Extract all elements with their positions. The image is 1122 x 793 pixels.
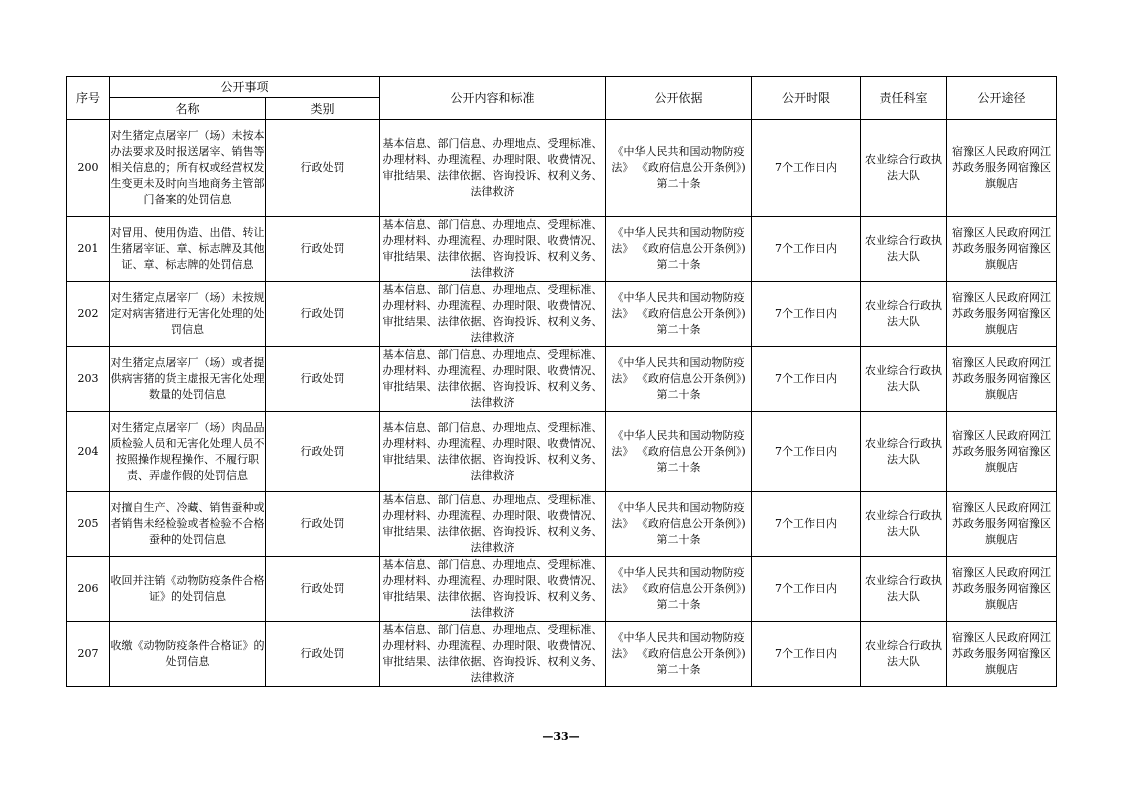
- page-number: —33—: [542, 730, 580, 743]
- table-row: [67, 120, 1057, 217]
- item-period: 7个工作日内: [752, 120, 861, 217]
- item-channel: 宿豫区人民政府网江苏政务服务网宿豫区旗舰店: [947, 412, 1057, 492]
- item-period: 7个工作日内: [752, 347, 861, 412]
- row-number: 201: [67, 217, 110, 282]
- item-period: 7个工作日内: [752, 622, 861, 687]
- item-office: 农业综合行政执法大队: [861, 282, 947, 347]
- item-content: 基本信息、部门信息、办理地点、受理标准、办理材料、办理流程、办理时限、收费情况、审批结果、法律依据、咨询投诉、权利义务、法律救济: [380, 557, 606, 622]
- row-number: 204: [67, 412, 110, 492]
- item-office: 农业综合行政执法大队: [861, 622, 947, 687]
- item-content: 基本信息、部门信息、办理地点、受理标准、办理材料、办理流程、办理时限、收费情况、审批结果、法律依据、咨询投诉、权利义务、法律救济: [380, 492, 606, 557]
- header-content: 公开内容和标准: [380, 77, 606, 120]
- table-row: [67, 347, 1057, 412]
- item-channel: 宿豫区人民政府网江苏政务服务网宿豫区旗舰店: [947, 492, 1057, 557]
- item-name: 对冒用、使用伪造、出借、转让生猪屠宰证、章、标志牌及其他证、章、标志牌的处罚信息: [110, 217, 266, 282]
- item-category: 行政处罚: [266, 557, 380, 622]
- item-category: 行政处罚: [266, 217, 380, 282]
- row-number: 203: [67, 347, 110, 412]
- header-channel: 公开途径: [947, 77, 1057, 120]
- item-period: 7个工作日内: [752, 492, 861, 557]
- item-office: 农业综合行政执法大队: [861, 347, 947, 412]
- row-number: 206: [67, 557, 110, 622]
- table-row: [67, 282, 1057, 347]
- item-channel: 宿豫区人民政府网江苏政务服务网宿豫区旗舰店: [947, 347, 1057, 412]
- item-channel: 宿豫区人民政府网江苏政务服务网宿豫区旗舰店: [947, 120, 1057, 217]
- item-category: 行政处罚: [266, 282, 380, 347]
- item-name: 收回并注销《动物防疫条件合格证》的处罚信息: [110, 557, 266, 622]
- item-channel: 宿豫区人民政府网江苏政务服务网宿豫区旗舰店: [947, 217, 1057, 282]
- item-name: 对生猪定点屠宰厂（场）或者提供病害猪的货主虚报无害化处理数量的处罚信息: [110, 347, 266, 412]
- item-basis: 《中华人民共和国动物防疫法》 《政府信息公开条例》)第二十条: [606, 120, 752, 217]
- item-name: 对生猪定点屠宰厂（场）肉品品质检验人员和无害化处理人员不按照操作规程操作、不履行职责、弄虚作假的处罚信息: [110, 412, 266, 492]
- item-content: 基本信息、部门信息、办理地点、受理标准、办理材料、办理流程、办理时限、收费情况、审批结果、法律依据、咨询投诉、权利义务、法律救济: [380, 622, 606, 687]
- item-content: 基本信息、部门信息、办理地点、受理标准、办理材料、办理流程、办理时限、收费情况、审批结果、法律依据、咨询投诉、权利义务、法律救济: [380, 217, 606, 282]
- item-basis: 《中华人民共和国动物防疫法》 《政府信息公开条例》)第二十条: [606, 217, 752, 282]
- header-basis: 公开依据: [606, 77, 752, 120]
- item-name: 对生猪定点屠宰厂（场）未按规定对病害猪进行无害化处理的处罚信息: [110, 282, 266, 347]
- item-content: 基本信息、部门信息、办理地点、受理标准、办理材料、办理流程、办理时限、收费情况、审批结果、法律依据、咨询投诉、权利义务、法律救济: [380, 412, 606, 492]
- item-category: 行政处罚: [266, 412, 380, 492]
- item-name: 对生猪定点屠宰厂（场）未按本办法要求及时报送屠宰、销售等相关信息的；所有权或经营权发生变更未及时向当地商务主管部门备案的处罚信息: [110, 120, 266, 217]
- row-number: 200: [67, 120, 110, 217]
- item-content: 基本信息、部门信息、办理地点、受理标准、办理材料、办理流程、办理时限、收费情况、审批结果、法律依据、咨询投诉、权利义务、法律救济: [380, 282, 606, 347]
- item-content: 基本信息、部门信息、办理地点、受理标准、办理材料、办理流程、办理时限、收费情况、审批结果、法律依据、咨询投诉、权利义务、法律救济: [380, 120, 606, 217]
- item-category: 行政处罚: [266, 347, 380, 412]
- item-period: 7个工作日内: [752, 557, 861, 622]
- item-category: 行政处罚: [266, 622, 380, 687]
- item-channel: 宿豫区人民政府网江苏政务服务网宿豫区旗舰店: [947, 622, 1057, 687]
- disclosure-table: [66, 76, 1057, 687]
- row-number: 202: [67, 282, 110, 347]
- item-basis: 《中华人民共和国动物防疫法》 《政府信息公开条例》)第二十条: [606, 557, 752, 622]
- item-name: 收缴《动物防疫条件合格证》的处罚信息: [110, 622, 266, 687]
- table-row: [67, 217, 1057, 282]
- item-office: 农业综合行政执法大队: [861, 412, 947, 492]
- row-number: 207: [67, 622, 110, 687]
- item-basis: 《中华人民共和国动物防疫法》 《政府信息公开条例》)第二十条: [606, 622, 752, 687]
- item-name: 对擅自生产、冷藏、销售蚕种或者销售未经检验或者检验不合格蚕种的处罚信息: [110, 492, 266, 557]
- table-row: [67, 412, 1057, 492]
- header-period: 公开时限: [752, 77, 861, 120]
- header-public-item: 公开事项: [110, 77, 380, 98]
- item-office: 农业综合行政执法大队: [861, 120, 947, 217]
- item-office: 农业综合行政执法大队: [861, 217, 947, 282]
- item-channel: 宿豫区人民政府网江苏政务服务网宿豫区旗舰店: [947, 557, 1057, 622]
- header-name: 名称: [110, 98, 266, 120]
- table-row: [67, 622, 1057, 687]
- header-category: 类别: [266, 98, 380, 120]
- item-category: 行政处罚: [266, 492, 380, 557]
- item-period: 7个工作日内: [752, 282, 861, 347]
- item-channel: 宿豫区人民政府网江苏政务服务网宿豫区旗舰店: [947, 282, 1057, 347]
- item-basis: 《中华人民共和国动物防疫法》 《政府信息公开条例》)第二十条: [606, 282, 752, 347]
- item-basis: 《中华人民共和国动物防疫法》 《政府信息公开条例》)第二十条: [606, 347, 752, 412]
- table-row: [67, 492, 1057, 557]
- row-number: 205: [67, 492, 110, 557]
- item-office: 农业综合行政执法大队: [861, 492, 947, 557]
- item-period: 7个工作日内: [752, 412, 861, 492]
- item-office: 农业综合行政执法大队: [861, 557, 947, 622]
- item-basis: 《中华人民共和国动物防疫法》 《政府信息公开条例》)第二十条: [606, 492, 752, 557]
- item-period: 7个工作日内: [752, 217, 861, 282]
- table-row: [67, 557, 1057, 622]
- header-office: 责任科室: [861, 77, 947, 120]
- item-category: 行政处罚: [266, 120, 380, 217]
- item-content: 基本信息、部门信息、办理地点、受理标准、办理材料、办理流程、办理时限、收费情况、审批结果、法律依据、咨询投诉、权利义务、法律救济: [380, 347, 606, 412]
- header-seq: 序号: [67, 77, 110, 120]
- item-basis: 《中华人民共和国动物防疫法》 《政府信息公开条例》)第二十条: [606, 412, 752, 492]
